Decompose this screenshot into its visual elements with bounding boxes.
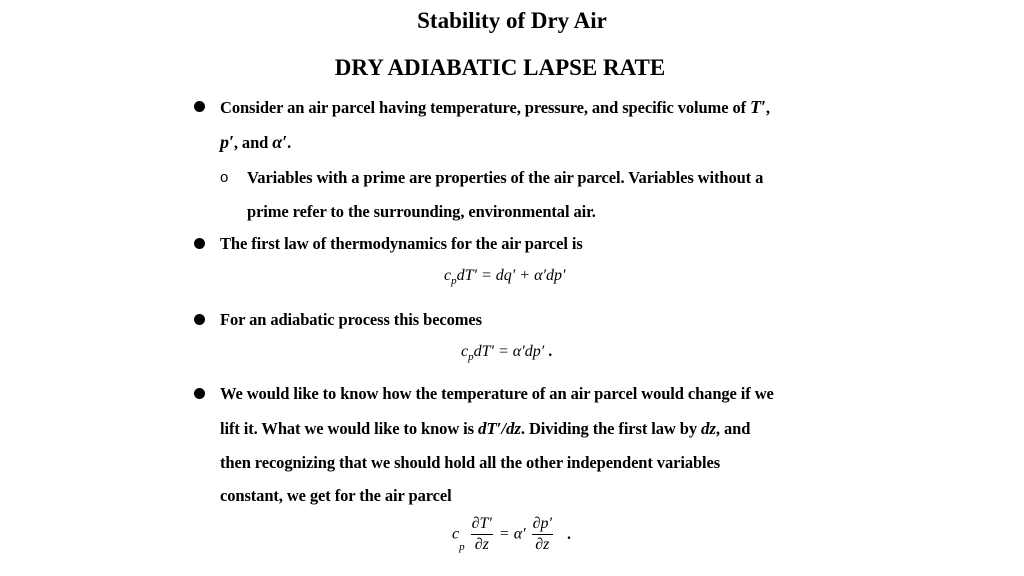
var-p-prime: p′ [220,132,234,152]
bullet-1-line-2 [220,132,291,153]
fraction-dp-dz [532,515,553,554]
bullet-4-line-4: constant, we get for the air parcel [220,486,452,505]
bullet-dot [194,388,205,399]
bullet-4-line-3: then recognizing that we should hold all the other independent variables [220,453,721,472]
text: , and [233,133,273,152]
punct: , [765,98,770,117]
equation-first-law [444,267,566,287]
slide-title: Stability of Dry Air [417,8,607,33]
equation-lapse-derivative [452,515,571,554]
eq-sub-p: p [468,351,474,363]
eq-c: c [452,525,460,543]
bullet-dot [194,238,205,249]
text: lift it. What we would like to know is [220,419,478,438]
sub-bullet-marker: o [220,169,229,186]
eq-body: dT′ = dq′ + α′dp′ [456,267,566,284]
fraction-dT-dz [471,515,493,554]
bullet-4-line-1: We would like to know how the temperature of an air parcel would change if we [220,384,774,403]
frac-numerator: ∂p′ [532,515,553,535]
bullet-2-text: The first law of thermodynamics for the air parcel is [220,234,583,253]
bullet-1-text: Consider an air parcel having temperature, pressure, and specific volume of [220,98,751,117]
text: , and [715,419,751,438]
equation-adiabatic [461,343,552,363]
text: . Dividing the first law by [520,419,701,438]
slide-subtitle: DRY ADIABATIC LAPSE RATE [334,55,666,80]
bullet-4-line-2 [220,419,750,439]
eq-c: c [444,267,452,284]
frac-denominator: ∂z [535,536,550,553]
eq-period: . [567,525,572,543]
bullet-dot [194,314,205,325]
var-t-prime: T′ [750,97,766,117]
bullet-1-line-1 [220,97,770,118]
sub-bullet-line-1: Variables with a prime are properties of the air parcel. Variables without a [247,168,764,187]
var-alpha-prime: α′ [272,132,288,152]
eq-sub-p: p [459,541,465,554]
var-dz: dz [701,419,716,438]
eq-sub-p: p [451,275,457,287]
punct: . [287,133,292,152]
eq-body: dT′ = α′dp′ [473,343,545,360]
eq-c: c [461,343,469,360]
eq-equals-alpha: = α′ [498,525,526,543]
frac-numerator: ∂T′ [471,515,493,535]
sub-bullet-line-2: prime refer to the surrounding, environmental air. [247,202,596,221]
eq-period: . [544,343,553,360]
var-dt-dz: dT′/dz [478,419,521,438]
bullet-3-text: For an adiabatic process this becomes [220,310,482,329]
frac-denominator: ∂z [474,536,489,553]
bullet-dot [194,101,205,112]
